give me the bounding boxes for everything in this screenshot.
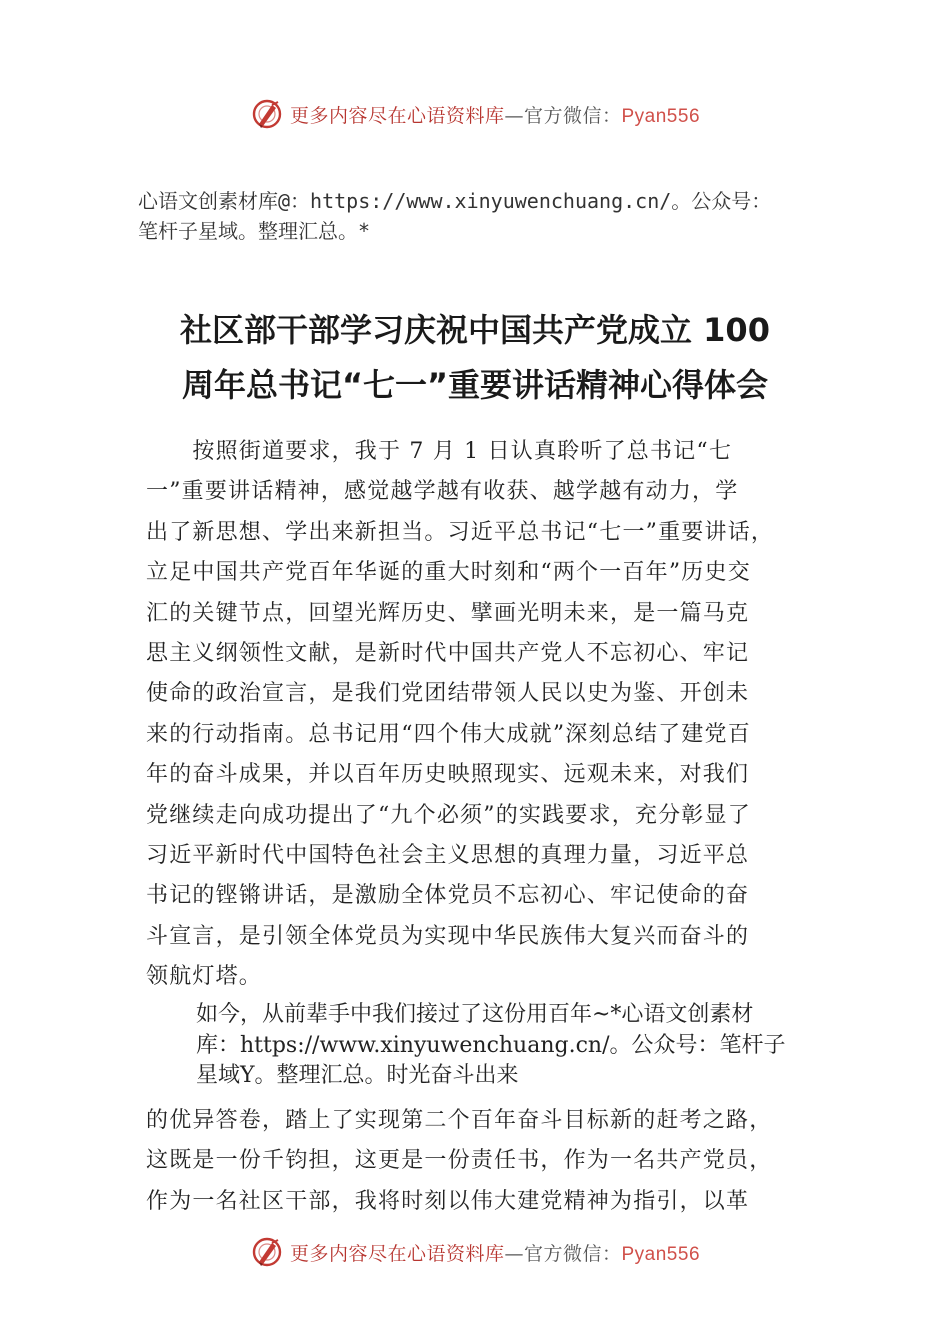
paragraph-line: 星域Y。整理汇总。时光奋斗出来 <box>196 1063 519 1088</box>
document-title <box>120 303 830 413</box>
paragraph-line: 的优异答卷，踏上了实现第二个百年奋斗目标新的赶考之路， <box>146 1108 773 1133</box>
paragraph-line: 如今，从前辈手中我们接过了这份用百年~*心语文创素材 <box>196 1002 754 1027</box>
paragraph-line: 这既是一份千钧担，这更是一份责任书，作为一名共产党员， <box>146 1148 773 1174</box>
paragraph-line: 立足中国共产党百年华诞的重大时刻和“两个一百年”历史交 <box>146 560 751 586</box>
paragraph-line: 作为一名社区干部，我将时刻以伟大建党精神为指引，以革 <box>146 1188 750 1214</box>
footer-banner-account: Pyan556 <box>621 1243 701 1265</box>
paragraph-line: 习近平新时代中国特色社会主义思想的真理力量，习近平总 <box>146 843 750 869</box>
source-note-line: 心语文创素材库@：https://www.xinyuwenchuang.cn/。公众号： <box>138 189 772 213</box>
paragraph-line: 领航灯塔。 <box>146 964 263 990</box>
paragraph-line: 党继续走向成功提出了“九个必须”的实践要求，充分彰显了 <box>146 802 751 828</box>
source-note <box>138 186 854 246</box>
footer-banner-wechat: —官方微信： <box>504 1242 622 1265</box>
source-note-line: 笔杆子星域。整理汇总。* <box>138 219 371 243</box>
paragraph-1 <box>146 432 818 998</box>
paragraph-line: 书记的铿锵讲话，是激励全体党员不忘初心、牢记使命的奋 <box>146 883 750 909</box>
header-banner <box>0 94 950 134</box>
footer-banner-text <box>290 1239 700 1266</box>
pen-nib-logo-icon <box>250 97 284 131</box>
pen-nib-logo-icon <box>250 1235 284 1269</box>
paragraph-line: 出了新思想、学出来新担当。习近平总书记“七一”重要讲话， <box>146 519 775 545</box>
paragraph-line: 一”重要讲话精神，感觉越学越有收获、越学越有动力，学 <box>146 479 739 505</box>
paragraph-line: 汇的关键节点，回望光辉历史、擘画光明未来，是一篇马克 <box>146 600 750 626</box>
paragraph-2-intro <box>196 1000 846 1092</box>
header-banner-main: 更多内容尽在心语资料库 <box>289 104 505 127</box>
paragraph-line: 使命的政治宣言，是我们党团结带领人民以史为鉴、开创未 <box>146 681 750 707</box>
paragraph-2 <box>146 1101 818 1222</box>
header-banner-account: Pyan556 <box>621 105 701 127</box>
footer-banner <box>0 1232 950 1272</box>
paragraph-line: 思主义纲领性文献，是新时代中国共产党人不忘初心、牢记 <box>146 641 750 667</box>
paragraph-line: 年的奋斗成果，并以百年历史映照现实、远观未来，对我们 <box>146 762 750 788</box>
paragraph-line: 来的行动指南。总书记用“四个伟大成就”深刻总结了建党百 <box>146 721 751 747</box>
paragraph-line: 斗宣言，是引领全体党员为实现中华民族伟大复兴而奋斗的 <box>146 923 750 949</box>
title-line-1: 社区部干部学习庆祝中国共产党成立 100 <box>180 311 770 349</box>
header-banner-wechat: —官方微信： <box>504 104 622 127</box>
footer-banner-main: 更多内容尽在心语资料库 <box>289 1242 505 1265</box>
header-banner-text <box>290 101 700 128</box>
paragraph-line: 按照街道要求，我于 7 月 1 日认真聆听了总书记“七 <box>146 439 733 464</box>
title-line-2: 周年总书记“七一”重要讲话精神心得体会 <box>181 366 769 404</box>
paragraph-line: 库：https://www.xinyuwenchuang.cn/。公众号：笔杆子 <box>196 1032 786 1058</box>
